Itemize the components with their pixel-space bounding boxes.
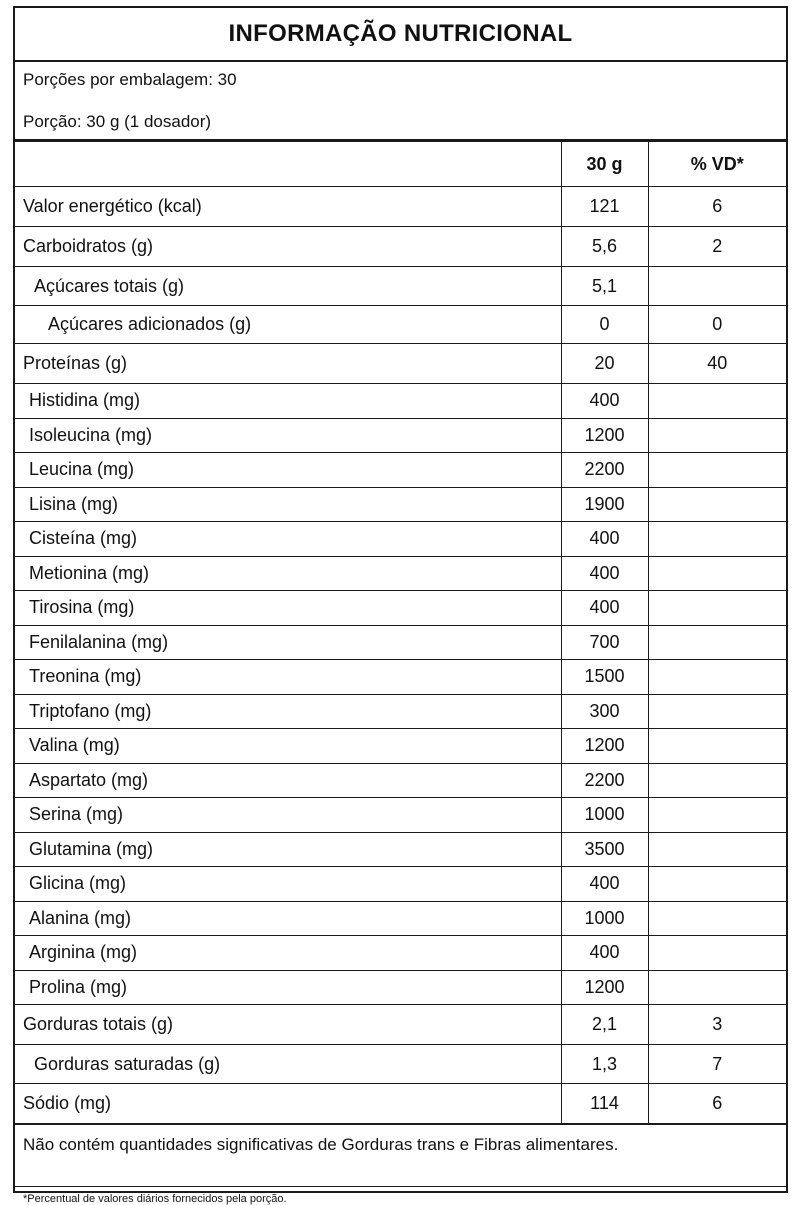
nutrient-dv xyxy=(648,660,786,695)
nutrient-amount: 2200 xyxy=(561,763,648,798)
nutrient-amount: 2200 xyxy=(561,453,648,488)
nutrient-table xyxy=(15,142,786,1125)
nutrient-row xyxy=(15,227,786,267)
nutrient-name: Gorduras totais (g) xyxy=(15,1005,561,1045)
nutrient-name: Cisteína (mg) xyxy=(15,522,561,557)
nutrient-dv xyxy=(648,487,786,522)
nutrient-row xyxy=(15,660,786,695)
nutrient-name: Leucina (mg) xyxy=(15,453,561,488)
nutrient-dv: 6 xyxy=(648,187,786,227)
nutrient-name: Glutamina (mg) xyxy=(15,832,561,867)
nutrient-dv xyxy=(648,556,786,591)
label-title: INFORMAÇÃO NUTRICIONAL xyxy=(15,8,786,62)
nutrient-row xyxy=(15,798,786,833)
nutrient-amount: 400 xyxy=(561,556,648,591)
nutrient-amount: 1000 xyxy=(561,798,648,833)
header-nutrient xyxy=(15,142,561,187)
table-header-row xyxy=(15,142,786,187)
nutrient-amount: 400 xyxy=(561,936,648,971)
nutrient-amount: 300 xyxy=(561,694,648,729)
nutrient-row xyxy=(15,832,786,867)
nutrient-dv: 2 xyxy=(648,227,786,267)
nutrient-name: Alanina (mg) xyxy=(15,901,561,936)
nutrient-dv xyxy=(648,798,786,833)
nutrient-dv xyxy=(648,867,786,902)
nutrient-name: Açúcares adicionados (g) xyxy=(15,306,561,344)
nutrient-name: Aspartato (mg) xyxy=(15,763,561,798)
nutrient-row xyxy=(15,384,786,419)
nutrient-row xyxy=(15,970,786,1005)
nutrient-row xyxy=(15,867,786,902)
nutrient-dv xyxy=(648,763,786,798)
nutrient-dv xyxy=(648,625,786,660)
nutrient-name: Sódio (mg) xyxy=(15,1084,561,1125)
servings-per-package: Porções por embalagem: 30 xyxy=(23,70,237,89)
nutrient-name: Valor energético (kcal) xyxy=(15,187,561,227)
nutrient-row xyxy=(15,625,786,660)
nutrient-dv: 7 xyxy=(648,1045,786,1084)
nutrient-row xyxy=(15,1005,786,1045)
nutrient-amount: 400 xyxy=(561,867,648,902)
nutrient-row xyxy=(15,1084,786,1125)
nutrient-amount: 5,6 xyxy=(561,227,648,267)
nutrient-dv: 40 xyxy=(648,344,786,384)
nutrient-dv xyxy=(648,832,786,867)
nutrient-dv: 6 xyxy=(648,1084,786,1125)
nutrient-dv xyxy=(648,591,786,626)
nutrient-amount: 400 xyxy=(561,522,648,557)
nutrient-row xyxy=(15,729,786,764)
nutrient-name: Arginina (mg) xyxy=(15,936,561,971)
nutrient-dv xyxy=(648,729,786,764)
nutrient-amount: 400 xyxy=(561,591,648,626)
nutrient-dv xyxy=(648,418,786,453)
nutrition-facts-label xyxy=(13,6,788,1205)
nutrient-name: Carboidratos (g) xyxy=(15,227,561,267)
nutrient-name: Serina (mg) xyxy=(15,798,561,833)
nutrient-row xyxy=(15,344,786,384)
nutrient-row xyxy=(15,591,786,626)
nutrient-amount: 1500 xyxy=(561,660,648,695)
nutrient-dv xyxy=(648,453,786,488)
nutrient-amount: 121 xyxy=(561,187,648,227)
nutrient-dv xyxy=(648,970,786,1005)
nutrient-dv: 0 xyxy=(648,306,786,344)
nutrient-name: Açúcares totais (g) xyxy=(15,267,561,306)
nutrient-row xyxy=(15,453,786,488)
nutrient-amount: 1200 xyxy=(561,418,648,453)
nutrient-dv: 3 xyxy=(648,1005,786,1045)
nutrient-dv xyxy=(648,267,786,306)
nutrient-row xyxy=(15,1045,786,1084)
nutrient-amount: 1,3 xyxy=(561,1045,648,1084)
nutrient-name: Tirosina (mg) xyxy=(15,591,561,626)
nutrient-row xyxy=(15,522,786,557)
nutrient-name: Valina (mg) xyxy=(15,729,561,764)
nutrient-amount: 1000 xyxy=(561,901,648,936)
nutrient-name: Gorduras saturadas (g) xyxy=(15,1045,561,1084)
nutrient-name: Fenilalanina (mg) xyxy=(15,625,561,660)
nutrient-dv xyxy=(648,936,786,971)
nutrient-amount: 1200 xyxy=(561,970,648,1005)
nutrient-row xyxy=(15,936,786,971)
nutrient-row xyxy=(15,187,786,227)
nutrient-dv xyxy=(648,522,786,557)
nutrient-row xyxy=(15,694,786,729)
nutrition-note: Não contém quantidades significativas de Gorduras trans e Fibras alimentares. xyxy=(15,1125,786,1187)
nutrient-name: Histidina (mg) xyxy=(15,384,561,419)
serving-info xyxy=(15,62,786,142)
nutrient-dv xyxy=(648,901,786,936)
nutrient-row xyxy=(15,901,786,936)
nutrient-row xyxy=(15,418,786,453)
nutrient-amount: 20 xyxy=(561,344,648,384)
nutrient-row xyxy=(15,763,786,798)
nutrient-amount: 1900 xyxy=(561,487,648,522)
nutrient-amount: 5,1 xyxy=(561,267,648,306)
nutrient-name: Lisina (mg) xyxy=(15,487,561,522)
nutrient-name: Prolina (mg) xyxy=(15,970,561,1005)
nutrient-name: Triptofano (mg) xyxy=(15,694,561,729)
nutrient-row xyxy=(15,487,786,522)
nutrient-name: Isoleucina (mg) xyxy=(15,418,561,453)
nutrient-dv xyxy=(648,384,786,419)
nutrient-name: Treonina (mg) xyxy=(15,660,561,695)
nutrient-amount: 1200 xyxy=(561,729,648,764)
nutrient-amount: 0 xyxy=(561,306,648,344)
dv-footnote: *Percentual de valores diários fornecidos pela porção. xyxy=(23,1193,287,1205)
nutrient-row xyxy=(15,556,786,591)
nutrient-amount: 400 xyxy=(561,384,648,419)
serving-size: Porção: 30 g (1 dosador) xyxy=(23,112,212,131)
nutrient-name: Proteínas (g) xyxy=(15,344,561,384)
nutrient-dv xyxy=(648,694,786,729)
nutrient-row xyxy=(15,306,786,344)
nutrient-amount: 114 xyxy=(561,1084,648,1125)
nutrient-row xyxy=(15,267,786,306)
header-amount: 30 g xyxy=(561,142,648,187)
nutrient-name: Metionina (mg) xyxy=(15,556,561,591)
nutrient-amount: 3500 xyxy=(561,832,648,867)
nutrient-name: Glicina (mg) xyxy=(15,867,561,902)
nutrient-amount: 700 xyxy=(561,625,648,660)
header-dv: % VD* xyxy=(648,142,786,187)
nutrient-amount: 2,1 xyxy=(561,1005,648,1045)
